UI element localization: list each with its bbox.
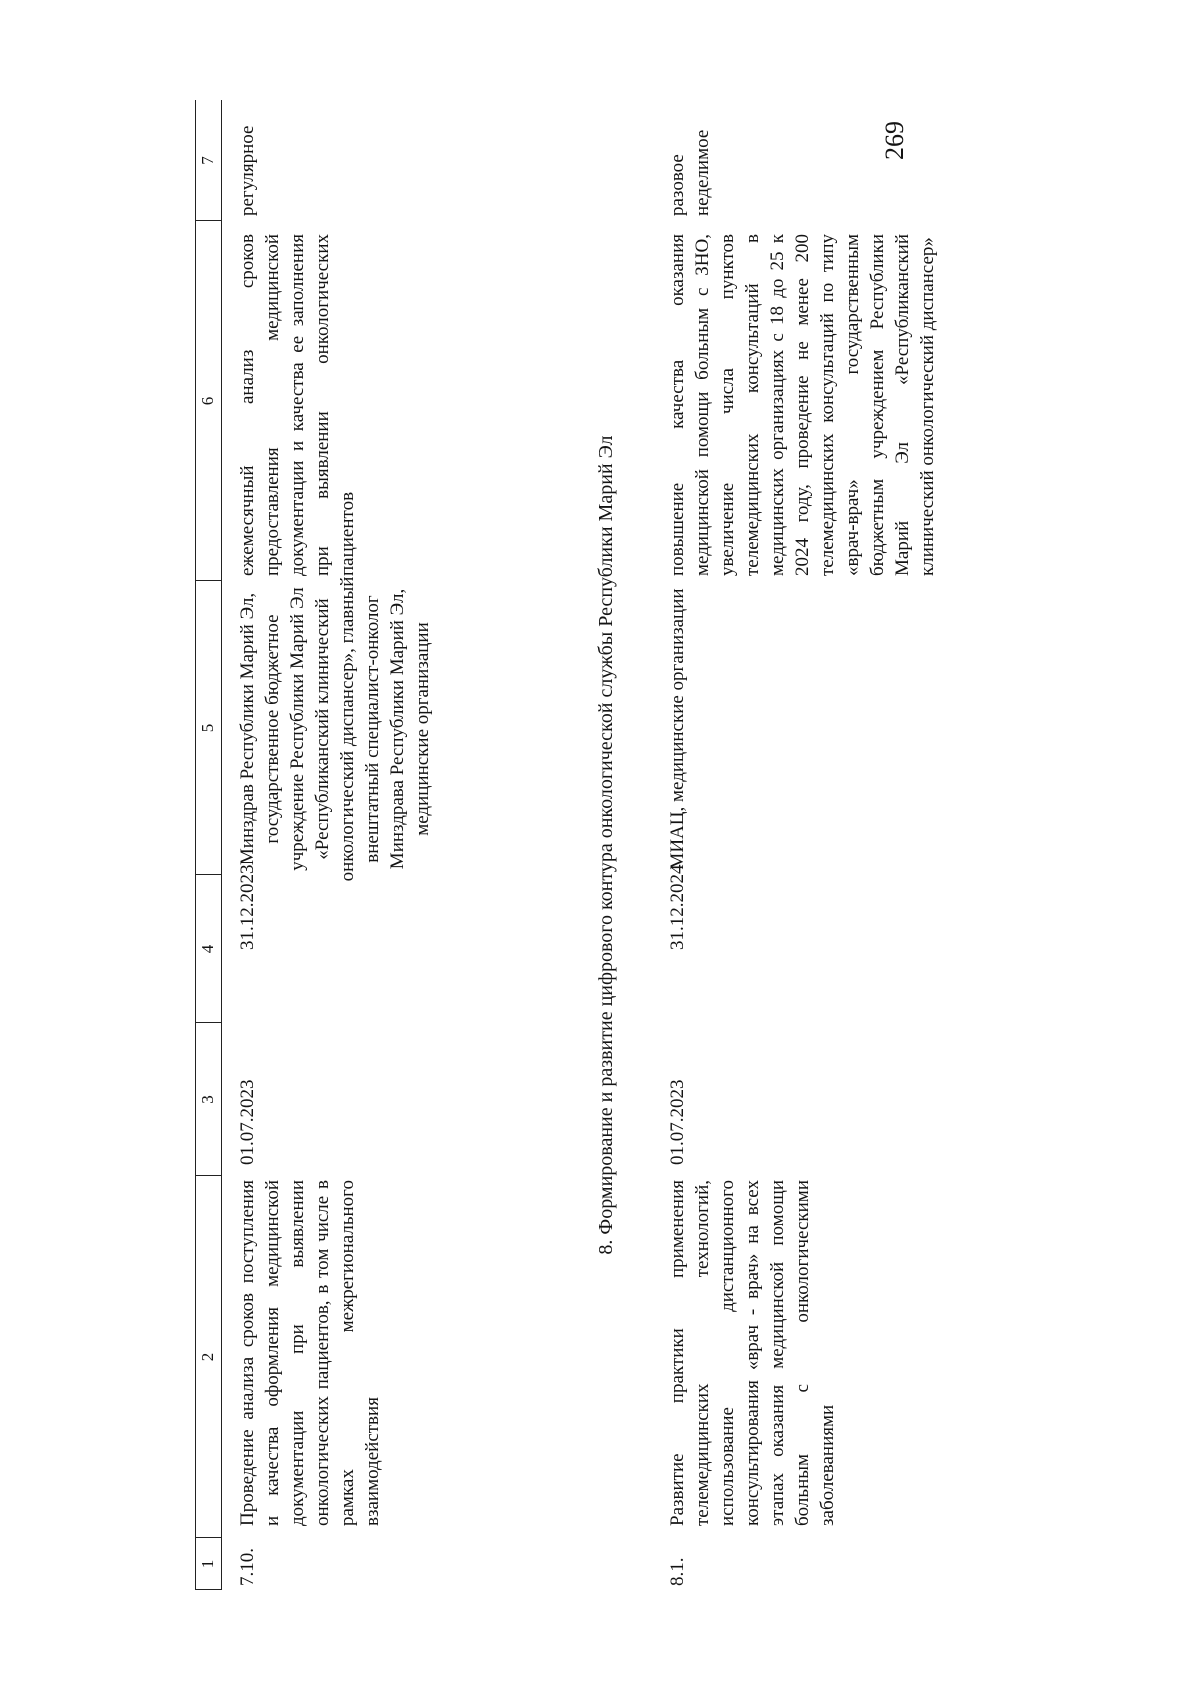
column-divider bbox=[195, 874, 221, 875]
row-type: регулярное bbox=[237, 125, 258, 216]
rotated-table bbox=[195, 100, 955, 1590]
row-start-date: 01.07.2023 bbox=[237, 1079, 258, 1165]
column-number-2: 2 bbox=[198, 1352, 217, 1362]
section-title: 8. Формирование и развитие цифрового контура онкологической службы Республики Марий Эл bbox=[595, 435, 617, 1255]
row-result: ежемесячный анализ сроков предоставления медицинской документации и качества ее заполнения при выявлении онкологических пациентов bbox=[237, 234, 358, 576]
column-divider bbox=[195, 1175, 221, 1176]
column-number-7: 7 bbox=[198, 156, 217, 165]
column-divider bbox=[195, 220, 221, 221]
row-name: Развитие практики применения телемедицинских технологий, использование дистанционного консультирования «врач - врач» на всех этапах оказания медицинской помощи больным с онкологическими заболеваниями bbox=[667, 1180, 838, 1526]
row-result: повышение качества оказания медицинской помощи больным с ЗНО, увеличение числа пунктов телемедицинских консультаций в медицинских организациях с 18 до 25 к 2024 году, проведение не менее 200 телемедицинских консультаций по типу «врач-врач» государственным бюджетным учреждением Республики Марий Эл «Республиканский клинический онкологический диспансер» bbox=[667, 234, 938, 576]
column-number-5: 5 bbox=[198, 723, 217, 733]
column-divider bbox=[195, 1537, 221, 1538]
column-number-3: 3 bbox=[198, 1095, 217, 1104]
column-divider bbox=[195, 1022, 221, 1023]
row-start-date: 01.07.2023 bbox=[667, 1079, 688, 1165]
column-number-1: 1 bbox=[198, 1559, 217, 1569]
row-end-date: 31.12.2024 bbox=[667, 864, 688, 950]
column-number-6: 6 bbox=[198, 396, 217, 406]
row-number: 7.10. bbox=[237, 1548, 258, 1586]
row-responsible: Минздрав Республики Марий Эл, государственное бюджетное учреждение Республики Марий Эл «Республиканский клинический онкологический диспансер», главный внештатный специалист-онколог Минздрава Республики Марий Эл, медицинские организации bbox=[237, 576, 433, 882]
column-divider bbox=[195, 580, 221, 581]
table-frame bbox=[195, 100, 955, 1590]
column-divider bbox=[195, 1589, 221, 1590]
row-responsible: МИАЦ, медицинские организации bbox=[667, 588, 688, 870]
page-number-text: 269 bbox=[880, 121, 909, 160]
row-name: Проведение анализа сроков поступления и качества оформления медицинской документации при выявлении онкологических пациентов, в том числе в рамках межрегионального взаимодействия bbox=[237, 1180, 383, 1526]
row-end-date: 31.12.2023 bbox=[237, 864, 258, 950]
row-type: разовое неделимое bbox=[667, 129, 713, 216]
table-top-border bbox=[195, 100, 196, 1590]
header-bottom-border bbox=[221, 100, 222, 1590]
row-number: 8.1. bbox=[667, 1557, 688, 1586]
column-number-4: 4 bbox=[198, 944, 217, 954]
